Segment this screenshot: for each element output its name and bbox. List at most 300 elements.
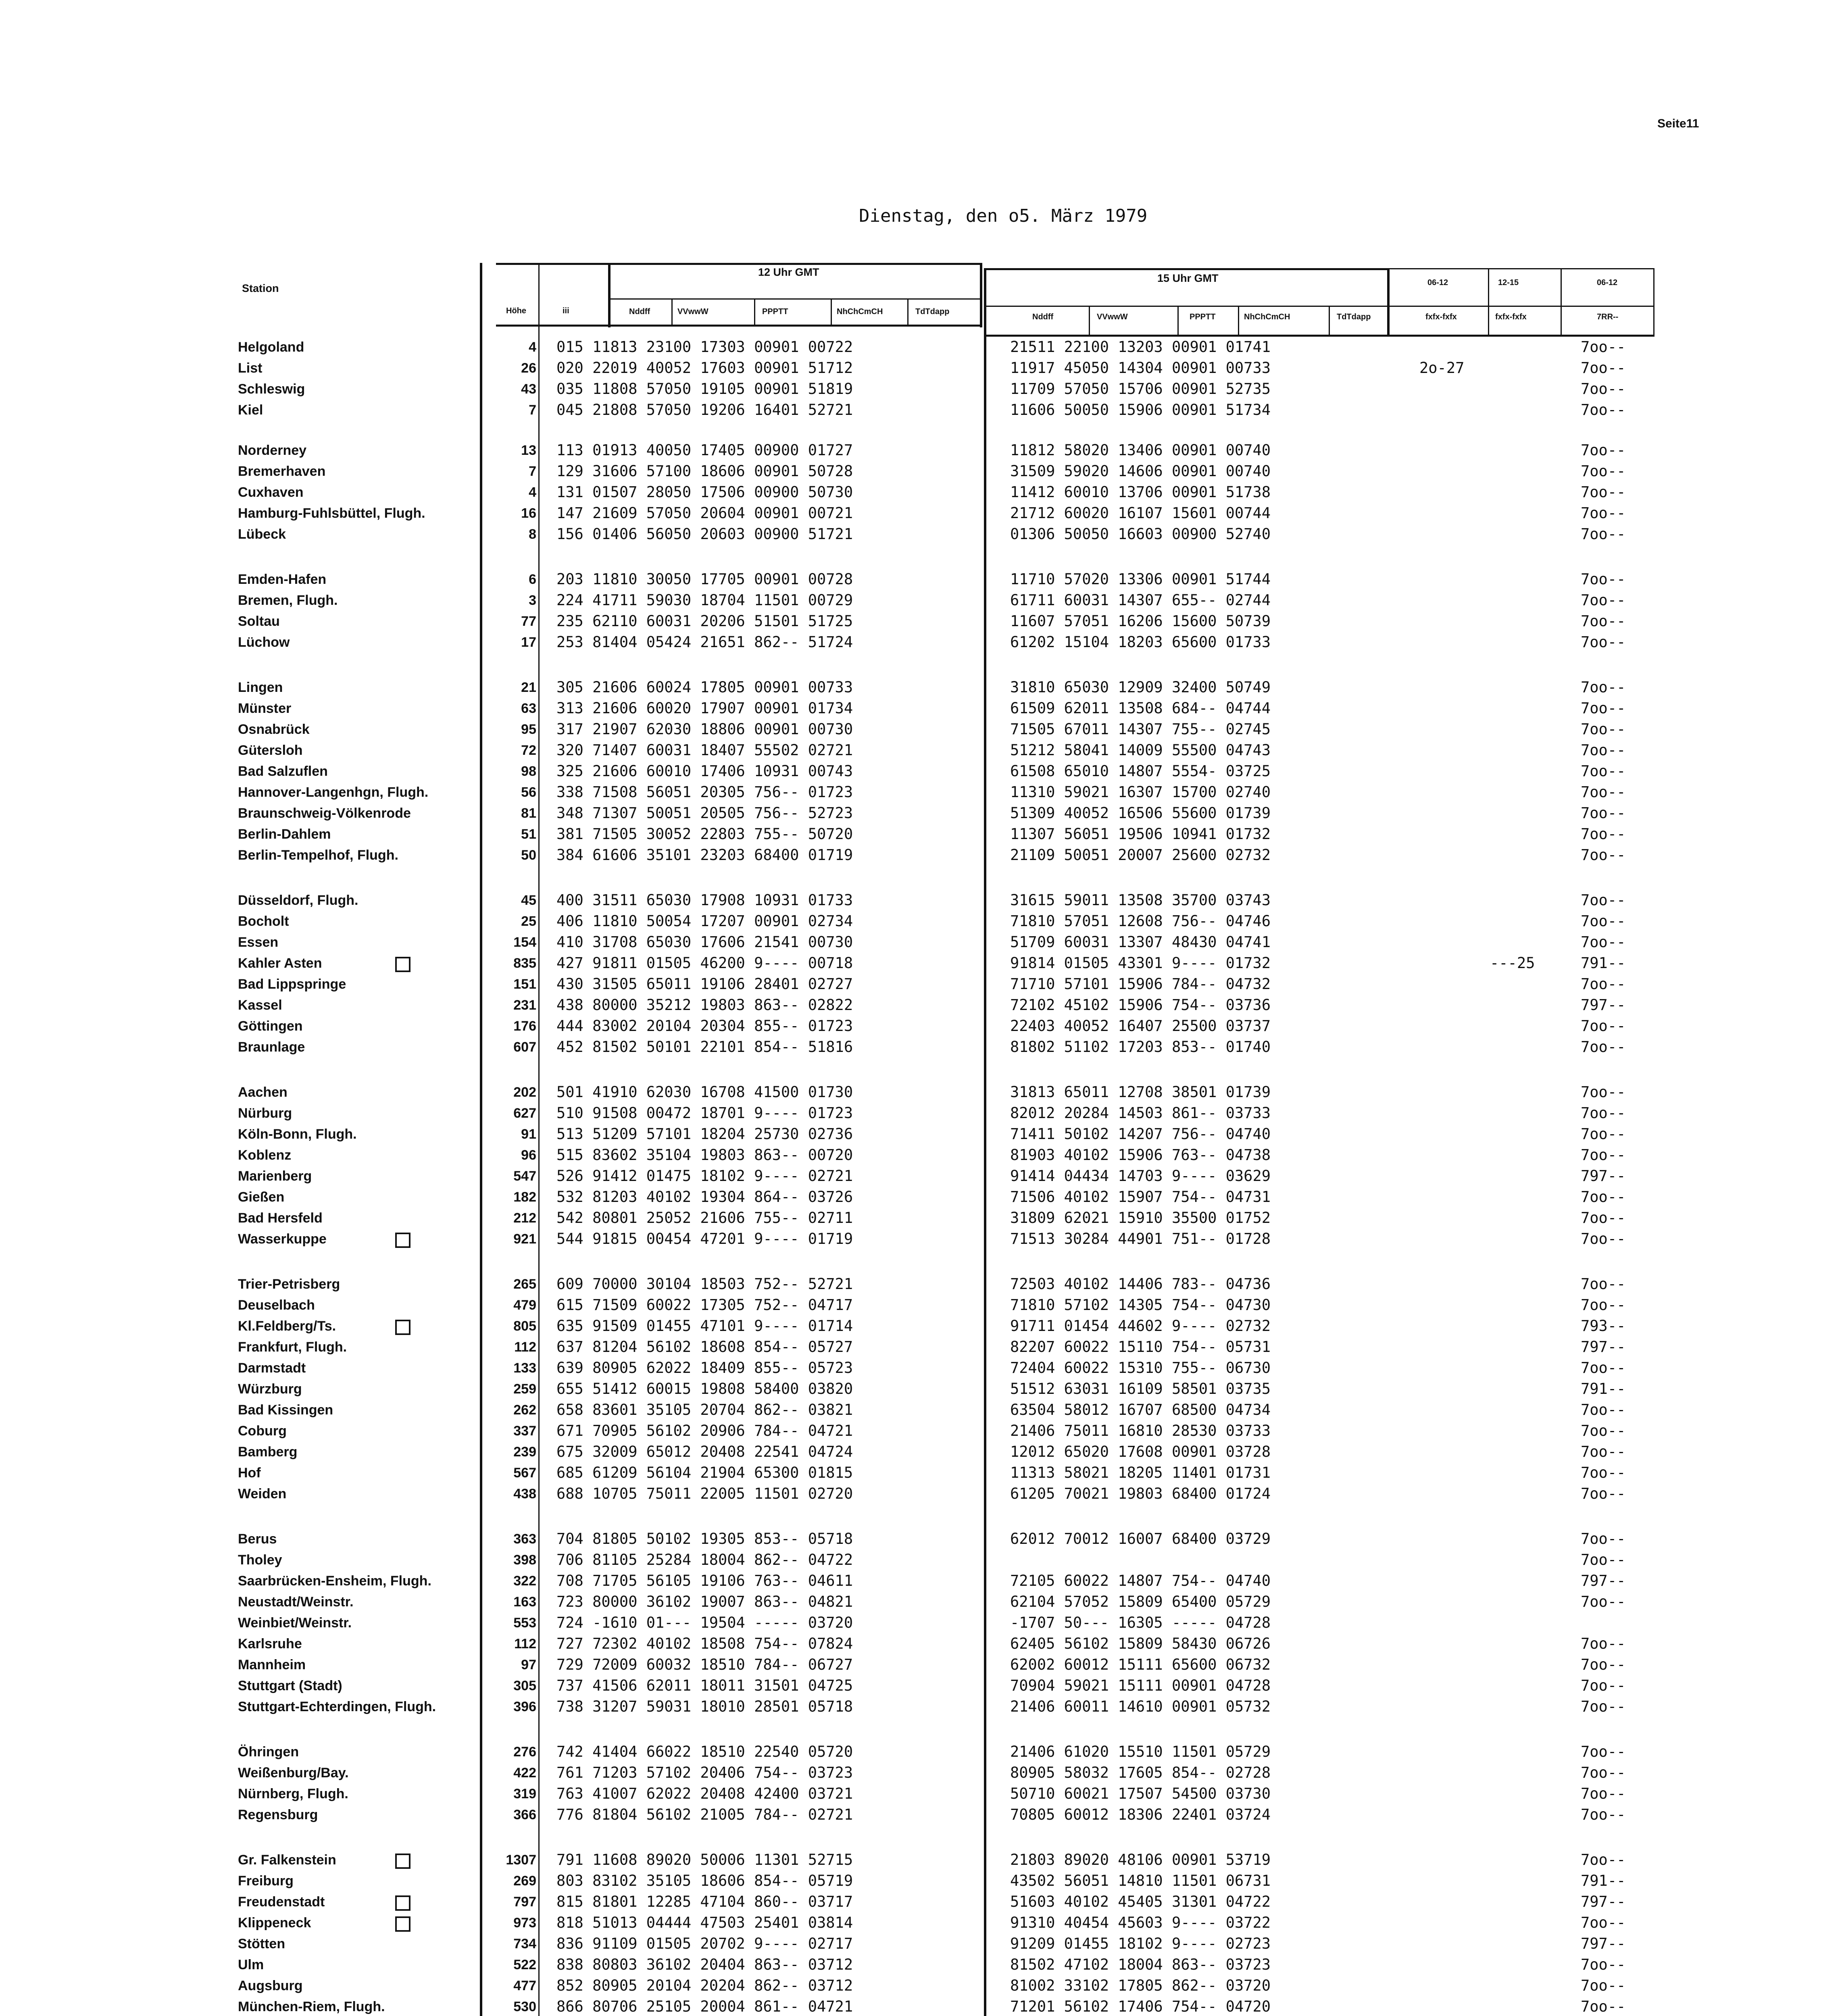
obs-15utc: 21406 60011 14610 00901 05732 — [1010, 1698, 1271, 1715]
station-height: 21 — [521, 680, 536, 695]
station-name: Schleswig — [238, 381, 305, 397]
rule-mid-12 — [609, 298, 980, 300]
precip-06-12: 7oo-- — [1581, 933, 1626, 951]
station-name: Braunlage — [238, 1039, 305, 1055]
obs-15utc: 51212 58041 14009 55500 04743 — [1010, 741, 1271, 759]
station-name: Braunschweig-Völkenrode — [238, 806, 411, 821]
station-name: Augsburg — [238, 1978, 303, 1993]
sub12-3: PPPTT — [762, 307, 788, 316]
station-name: Wasserkuppe — [238, 1229, 492, 1250]
obs-15utc: 51512 63031 16109 58501 03735 — [1010, 1380, 1271, 1397]
obs-15utc: 63504 58012 16707 68500 04734 — [1010, 1401, 1271, 1418]
station-height: 262 — [513, 1402, 536, 1418]
obs-12utc: 818 51013 04444 47503 25401 03814 — [556, 1914, 853, 1931]
c2-header: 12-15 — [1498, 278, 1519, 287]
obs-15utc: 72105 60022 14807 754-- 04740 — [1010, 1572, 1271, 1589]
station-name: Öhringen — [238, 1744, 299, 1760]
station-height: 3 — [529, 593, 536, 608]
precip-06-12: 7oo-- — [1581, 1296, 1626, 1314]
precip-06-12: 7oo-- — [1581, 783, 1626, 801]
rule-top-12 — [496, 263, 980, 265]
c3-subheader: 7RR-- — [1597, 312, 1619, 321]
precip-06-12: 7oo-- — [1581, 1422, 1626, 1439]
obs-15utc: 71506 40102 15907 754-- 04731 — [1010, 1188, 1271, 1206]
rule-v-hoehe — [538, 263, 540, 2016]
station-height: 363 — [513, 1531, 536, 1547]
station-name: Karlsruhe — [238, 1636, 302, 1652]
obs-15utc: 50710 60021 17507 54500 03730 — [1010, 1785, 1271, 1802]
precip-06-12: 7oo-- — [1581, 1914, 1626, 1931]
obs-15utc: 21406 75011 16810 28530 03733 — [1010, 1422, 1271, 1439]
station-height: 438 — [513, 1486, 536, 1502]
obs-12utc: 015 11813 23100 17303 00901 00722 — [556, 338, 853, 356]
obs-15utc: 11917 45050 14304 00901 00733 — [1010, 359, 1271, 377]
precip-06-12: 7oo-- — [1581, 1017, 1626, 1035]
station-height: 477 — [513, 1978, 536, 1993]
obs-12utc: 815 81801 12285 47104 860-- 03717 — [556, 1893, 853, 1910]
obs-12utc: 253 81404 05424 21651 862-- 51724 — [556, 633, 853, 651]
station-height: 25 — [521, 914, 536, 929]
precip-06-12: 7oo-- — [1581, 1764, 1626, 1781]
precip-06-12: 7oo-- — [1581, 1464, 1626, 1481]
obs-15utc: 71201 56102 17406 754-- 04720 — [1010, 1998, 1271, 2015]
obs-12utc: 776 81804 56102 21005 784-- 02721 — [556, 1806, 853, 1823]
obs-15utc: 11709 57050 15706 00901 52735 — [1010, 380, 1271, 398]
rule-v-15c — [1238, 306, 1239, 336]
station-name: Nürnberg, Flugh. — [238, 1786, 348, 1801]
precip-06-12: 7oo-- — [1581, 442, 1626, 459]
obs-12utc: 129 31606 57100 18606 00901 50728 — [556, 462, 853, 480]
station-height: 212 — [513, 1210, 536, 1226]
obs-15utc: 62012 70012 16007 68400 03729 — [1010, 1530, 1271, 1547]
obs-12utc: 542 80801 25052 21606 755-- 02711 — [556, 1209, 853, 1227]
open-square-icon — [395, 1916, 410, 1932]
precip-06-12: 797-- — [1581, 1572, 1626, 1589]
obs-15utc: 51603 40102 45405 31301 04722 — [1010, 1893, 1271, 1910]
obs-12utc: 761 71203 57102 20406 754-- 03723 — [556, 1764, 853, 1781]
sub15-5: TdTdapp — [1337, 312, 1371, 321]
station-name: Berlin-Dahlem — [238, 827, 331, 842]
obs-12utc: 348 71307 50051 20505 756-- 52723 — [556, 804, 853, 822]
obs-15utc: 21406 61020 15510 11501 05729 — [1010, 1743, 1271, 1760]
obs-12utc: 675 32009 65012 20408 22541 04724 — [556, 1443, 853, 1460]
station-name: Hof — [238, 1465, 261, 1481]
station-name: Koblenz — [238, 1148, 292, 1163]
rule-v-12d — [907, 298, 908, 327]
precip-06-12: 7oo-- — [1581, 721, 1626, 738]
station-name: Ulm — [238, 1957, 264, 1972]
obs-12utc: 156 01406 56050 20603 00900 51721 — [556, 525, 853, 543]
station-name: Hamburg-Fuhlsbüttel, Flugh. — [238, 506, 425, 521]
precip-06-12: 797-- — [1581, 1893, 1626, 1910]
precip-06-12: 7oo-- — [1581, 1146, 1626, 1164]
precip-06-12: 7oo-- — [1581, 1806, 1626, 1823]
station-name: Norderney — [238, 443, 307, 458]
station-height: 96 — [521, 1148, 536, 1163]
c3-header: 06-12 — [1597, 278, 1618, 287]
station-height: 4 — [529, 485, 536, 500]
precip-06-12: 7oo-- — [1581, 1188, 1626, 1206]
station-name: Würzburg — [238, 1381, 302, 1397]
precip-06-12: 7oo-- — [1581, 804, 1626, 822]
obs-15utc: 70805 60012 18306 22401 03724 — [1010, 1806, 1271, 1823]
obs-15utc: 11307 56051 19506 10941 01732 — [1010, 825, 1271, 843]
obs-15utc: 81903 40102 15906 763-- 04738 — [1010, 1146, 1271, 1164]
obs-15utc: 31509 59020 14606 00901 00740 — [1010, 462, 1271, 480]
station-name: Bad Lippspringe — [238, 977, 346, 992]
station-name: Kahler Asten — [238, 953, 492, 974]
station-name: Osnabrück — [238, 722, 310, 737]
station-height: 176 — [513, 1018, 536, 1034]
open-square-icon — [395, 957, 410, 972]
station-height: 154 — [513, 935, 536, 950]
station-height: 276 — [513, 1744, 536, 1760]
station-height: 95 — [521, 722, 536, 737]
obs-12utc: 513 51209 57101 18204 25730 02736 — [556, 1125, 853, 1143]
c1-subheader: fxfx-fxfx — [1425, 312, 1457, 321]
iii-header: iii — [563, 306, 569, 315]
station-name: Düsseldorf, Flugh. — [238, 893, 358, 908]
obs-15utc: 72404 60022 15310 755-- 06730 — [1010, 1359, 1271, 1377]
precip-06-12: 7oo-- — [1581, 633, 1626, 651]
station-height: 530 — [513, 1999, 536, 2014]
station-name: Gießen — [238, 1189, 285, 1205]
obs-12utc: 224 41711 59030 18704 11501 00729 — [556, 591, 853, 609]
obs-15utc: 11412 60010 13706 00901 51738 — [1010, 483, 1271, 501]
precip-06-12: 797-- — [1581, 1167, 1626, 1185]
obs-15utc: 11606 50050 15906 00901 51734 — [1010, 401, 1271, 419]
station-height: 8 — [529, 527, 536, 542]
station-height: 63 — [521, 701, 536, 716]
station-height: 51 — [521, 827, 536, 842]
obs-15utc: 62002 60012 15111 65600 06732 — [1010, 1656, 1271, 1673]
station-height: 182 — [513, 1189, 536, 1205]
precip-06-12: 7oo-- — [1581, 1209, 1626, 1227]
station-height: 112 — [514, 1339, 536, 1355]
station-height: 163 — [513, 1594, 536, 1610]
precip-06-12: 7oo-- — [1581, 1698, 1626, 1715]
precip-06-12: 7oo-- — [1581, 1083, 1626, 1101]
obs-12utc: 438 80000 35212 19803 863-- 02822 — [556, 996, 853, 1014]
precip-06-12: 7oo-- — [1581, 679, 1626, 696]
obs-15utc: 12012 65020 17608 00901 03728 — [1010, 1443, 1271, 1460]
obs-12utc: 671 70905 56102 20906 784-- 04721 — [556, 1422, 853, 1439]
obs-15utc: 61205 70021 19803 68400 01724 — [1010, 1485, 1271, 1502]
precip-06-12: 7oo-- — [1581, 359, 1626, 377]
station-name: Klippeneck — [238, 1912, 492, 1933]
precip-06-12: 797-- — [1581, 1338, 1626, 1356]
station-height: 734 — [513, 1936, 536, 1951]
obs-15utc: 91414 04434 14703 9---- 03629 — [1010, 1167, 1271, 1185]
obs-15utc: 81802 51102 17203 853-- 01740 — [1010, 1038, 1271, 1056]
station-height: 319 — [513, 1786, 536, 1801]
obs-12utc: 544 91815 00454 47201 9---- 01719 — [556, 1230, 853, 1248]
obs-12utc: 615 71509 60022 17305 752-- 04717 — [556, 1296, 853, 1314]
rule-v-c1 — [1488, 268, 1489, 337]
obs-15utc: 82207 60022 15110 754-- 05731 — [1010, 1338, 1271, 1356]
obs-12utc: 708 71705 56105 19106 763-- 04611 — [556, 1572, 853, 1589]
obs-12utc: 427 91811 01505 46200 9---- 00718 — [556, 954, 853, 972]
sub15-2: VVwwW — [1097, 312, 1128, 321]
obs-15utc: -1707 50--- 16305 ----- 04728 — [1010, 1614, 1271, 1631]
station-name: Nürburg — [238, 1106, 292, 1121]
obs-12utc: 320 71407 60031 18407 55502 02721 — [556, 741, 853, 759]
station-height: 805 — [513, 1318, 536, 1334]
station-name: Freiburg — [238, 1873, 294, 1889]
obs-15utc: 71513 30284 44901 751-- 01728 — [1010, 1230, 1271, 1248]
station-height: 72 — [521, 743, 536, 758]
station-height: 77 — [521, 614, 536, 629]
obs-15utc: 91209 01455 18102 9---- 02723 — [1010, 1935, 1271, 1952]
obs-15utc: 62104 57052 15809 65400 05729 — [1010, 1593, 1271, 1610]
obs-12utc: 658 83601 35105 20704 862-- 03821 — [556, 1401, 853, 1418]
obs-15utc: 82012 20284 14503 861-- 03733 — [1010, 1104, 1271, 1122]
obs-12utc: 313 21606 60020 17907 00901 01734 — [556, 700, 853, 717]
obs-12utc: 526 91412 01475 18102 9---- 02721 — [556, 1167, 853, 1185]
open-square-icon — [395, 1320, 410, 1335]
obs-15utc: 71710 57101 15906 784-- 04732 — [1010, 975, 1271, 993]
station-height: 305 — [513, 1678, 536, 1693]
obs-12utc: 532 81203 40102 19304 864-- 03726 — [556, 1188, 853, 1206]
obs-12utc: 803 83102 35105 18606 854-- 05719 — [556, 1872, 853, 1889]
station-height: 202 — [513, 1085, 536, 1100]
obs-12utc: 147 21609 57050 20604 00901 00721 — [556, 504, 853, 522]
station-name: München-Riem, Flugh. — [238, 1999, 385, 2014]
obs-12utc: 635 91509 01455 47101 9---- 01714 — [556, 1317, 853, 1335]
station-height: 133 — [513, 1360, 536, 1376]
precip-06-12: 7oo-- — [1581, 1230, 1626, 1248]
precip-06-12: 7oo-- — [1581, 1530, 1626, 1547]
precip-06-12: 7oo-- — [1581, 338, 1626, 356]
station-height: 627 — [513, 1106, 536, 1121]
station-height: 921 — [513, 1231, 536, 1247]
sub12-2: VVwwW — [677, 307, 708, 316]
station-height: 479 — [513, 1297, 536, 1313]
station-name: Darmstadt — [238, 1360, 306, 1376]
station-name: Bremen, Flugh. — [238, 593, 338, 608]
station-name: Soltau — [238, 614, 280, 629]
rule-top-cols — [1387, 268, 1653, 269]
obs-15utc: 21109 50051 20007 25600 02732 — [1010, 846, 1271, 864]
station-name: List — [238, 360, 263, 376]
page-number: Seite11 — [1657, 117, 1699, 130]
rule-v-c2 — [1561, 268, 1562, 337]
obs-15utc: 61202 15104 18203 65600 01733 — [1010, 633, 1271, 651]
station-name: Bocholt — [238, 914, 289, 929]
station-height: 265 — [513, 1277, 536, 1292]
obs-12utc: 410 31708 65030 17606 21541 00730 — [556, 933, 853, 951]
precip-06-12: 7oo-- — [1581, 591, 1626, 609]
station-height: 366 — [513, 1807, 536, 1822]
precip-06-12: 791-- — [1581, 954, 1626, 972]
station-height: 81 — [521, 806, 536, 821]
station-name: Marienberg — [238, 1168, 312, 1184]
c2-subheader: fxfx-fxfx — [1495, 312, 1527, 321]
obs-12utc: 406 11810 50054 17207 00901 02734 — [556, 912, 853, 930]
station-height: 567 — [513, 1465, 536, 1481]
rule-v-c3 — [1653, 268, 1654, 337]
station-height: 4 — [529, 339, 536, 355]
station-height: 151 — [513, 977, 536, 992]
station-height: 56 — [521, 785, 536, 800]
obs-12utc: 836 91109 01505 20702 9---- 02717 — [556, 1935, 853, 1952]
station-name: Weißenburg/Bay. — [238, 1765, 349, 1781]
precip-06-12: 7oo-- — [1581, 1851, 1626, 1868]
obs-12utc: 325 21606 60010 17406 10931 00743 — [556, 762, 853, 780]
station-name: Kassel — [238, 998, 282, 1013]
station-name: Münster — [238, 701, 292, 716]
obs-12utc: 045 21808 57050 19206 16401 52721 — [556, 401, 853, 419]
station-height: 50 — [521, 848, 536, 863]
station-height: 7 — [529, 464, 536, 479]
precip-06-12: 797-- — [1581, 1935, 1626, 1952]
precip-06-12: 7oo-- — [1581, 1977, 1626, 1994]
obs-15utc: 11710 57020 13306 00901 51744 — [1010, 571, 1271, 588]
station-height: 547 — [513, 1168, 536, 1184]
obs-12utc: 609 70000 30104 18503 752-- 52721 — [556, 1275, 853, 1293]
obs-15utc: 71810 57102 14305 754-- 04730 — [1010, 1296, 1271, 1314]
precip-06-12: 7oo-- — [1581, 1401, 1626, 1418]
station-name: Tholey — [238, 1552, 282, 1568]
obs-15utc: 81002 33102 17805 862-- 03720 — [1010, 1977, 1271, 1994]
rule-v-12b — [754, 298, 755, 327]
precip-06-12: 797-- — [1581, 996, 1626, 1014]
gmt12-header: 12 Uhr GMT — [758, 266, 819, 278]
station-name: Bad Salzuflen — [238, 764, 328, 779]
station-name: Hannover-Langenhgn, Flugh. — [238, 785, 429, 800]
obs-12utc: 706 81105 25284 18004 862-- 04722 — [556, 1551, 853, 1568]
obs-12utc: 737 41506 62011 18011 31501 04725 — [556, 1677, 853, 1694]
obs-12utc: 501 41910 62030 16708 41500 01730 — [556, 1083, 853, 1101]
precip-06-12: 7oo-- — [1581, 1125, 1626, 1143]
station-height: 6 — [529, 572, 536, 587]
sub12-1: Nddff — [629, 307, 650, 316]
precip-06-12: 793-- — [1581, 1317, 1626, 1335]
obs-12utc: 838 80803 36102 20404 863-- 03712 — [556, 1956, 853, 1973]
precip-06-12: 7oo-- — [1581, 380, 1626, 398]
station-name: Aachen — [238, 1085, 288, 1100]
station-height: 7 — [529, 402, 536, 418]
obs-12utc: 305 21606 60024 17805 00901 00733 — [556, 679, 853, 696]
rule-v-iii — [608, 263, 611, 327]
precip-06-12: 7oo-- — [1581, 700, 1626, 717]
station-name: Stuttgart-Echterdingen, Flugh. — [238, 1699, 436, 1714]
obs-15utc: 61711 60031 14307 655-- 02744 — [1010, 591, 1271, 609]
obs-12utc: 791 11608 89020 50006 11301 52715 — [556, 1851, 853, 1868]
obs-15utc: 91814 01505 43301 9---- 01732 — [1010, 954, 1271, 972]
obs-12utc: 444 83002 20104 20304 855-- 01723 — [556, 1017, 853, 1035]
precip-06-12: 7oo-- — [1581, 846, 1626, 864]
obs-12utc: 763 41007 62022 20408 42400 03721 — [556, 1785, 853, 1802]
open-square-icon — [395, 1895, 410, 1911]
station-name: Saarbrücken-Ensheim, Flugh. — [238, 1573, 431, 1589]
sub12-4: NhChCmCH — [837, 307, 883, 316]
obs-15utc: 31810 65030 12909 32400 50749 — [1010, 679, 1271, 696]
rule-v-15a — [1089, 306, 1090, 336]
station-header: Station — [242, 282, 279, 294]
obs-15utc: 72503 40102 14406 783-- 04736 — [1010, 1275, 1271, 1293]
obs-12utc: 852 80905 20104 20204 862-- 03712 — [556, 1977, 853, 1994]
precip-06-12: 7oo-- — [1581, 825, 1626, 843]
sub15-4: NhChCmCH — [1244, 312, 1290, 321]
station-name: Gütersloh — [238, 743, 303, 758]
obs-12utc: 742 41404 66022 18510 22540 05720 — [556, 1743, 853, 1760]
rule-mid-cols — [1387, 306, 1653, 307]
precip-06-12: 7oo-- — [1581, 1104, 1626, 1122]
obs-12utc: 866 80706 25105 20004 861-- 04721 — [556, 1998, 853, 2015]
obs-12utc: 317 21907 62030 18806 00901 00730 — [556, 721, 853, 738]
station-name: Berus — [238, 1531, 277, 1547]
precip-06-12: 7oo-- — [1581, 1443, 1626, 1460]
precip-06-12: 7oo-- — [1581, 571, 1626, 588]
obs-12utc: 430 31505 65011 19106 28401 02727 — [556, 975, 853, 993]
obs-12utc: 637 81204 56102 18608 854-- 05727 — [556, 1338, 853, 1356]
station-name: Lübeck — [238, 527, 286, 542]
station-name: Cuxhaven — [238, 485, 304, 500]
rule-mid-15 — [984, 306, 1387, 307]
station-height: 398 — [513, 1552, 536, 1568]
station-height: 1307 — [506, 1852, 536, 1868]
station-height: 98 — [521, 764, 536, 779]
obs-15utc: 61508 65010 14807 5554- 03725 — [1010, 762, 1271, 780]
station-height: 607 — [513, 1039, 536, 1055]
precip-06-12: 7oo-- — [1581, 1677, 1626, 1694]
rule-v-12a — [671, 298, 673, 327]
station-height: 835 — [513, 956, 536, 971]
obs-12utc: 131 01507 28050 17506 00900 50730 — [556, 483, 853, 501]
station-height: 17 — [521, 635, 536, 650]
obs-15utc: 51709 60031 13307 48430 04741 — [1010, 933, 1271, 951]
precip-06-12: 7oo-- — [1581, 1551, 1626, 1568]
station-name: Bad Hersfeld — [238, 1210, 323, 1226]
obs-12utc: 235 62110 60031 20206 51501 51725 — [556, 612, 853, 630]
obs-12utc: 400 31511 65030 17908 10931 01733 — [556, 891, 853, 909]
obs-12utc: 688 10705 75011 22005 11501 02720 — [556, 1485, 853, 1502]
precip-06-12: 7oo-- — [1581, 462, 1626, 480]
obs-15utc: 01306 50050 16603 00900 52740 — [1010, 525, 1271, 543]
station-name: Bremerhaven — [238, 464, 326, 479]
precip-06-12: 7oo-- — [1581, 1038, 1626, 1056]
obs-15utc: 21511 22100 13203 00901 01741 — [1010, 338, 1271, 356]
station-height: 422 — [513, 1765, 536, 1781]
c1-header: 06-12 — [1427, 278, 1448, 287]
rule-v-15end — [1387, 268, 1390, 337]
obs-15utc: 62405 56102 15809 58430 06726 — [1010, 1635, 1271, 1652]
precip-06-12: 7oo-- — [1581, 401, 1626, 419]
obs-12utc: 724 -1610 01--- 19504 ----- 03720 — [556, 1614, 853, 1631]
obs-15utc: 11310 59021 16307 15700 02740 — [1010, 783, 1271, 801]
obs-12utc: 515 83602 35104 19803 863-- 00720 — [556, 1146, 853, 1164]
station-height: 522 — [513, 1957, 536, 1972]
obs-15utc: 80905 58032 17605 854-- 02728 — [1010, 1764, 1271, 1781]
precip-06-12: 7oo-- — [1581, 612, 1626, 630]
precip-06-12: 7oo-- — [1581, 525, 1626, 543]
obs-15utc: 11812 58020 13406 00901 00740 — [1010, 442, 1271, 459]
obs-12utc: 639 80905 62022 18409 855-- 05723 — [556, 1359, 853, 1377]
precip-06-12: 7oo-- — [1581, 1956, 1626, 1973]
station-name: Helgoland — [238, 339, 304, 355]
station-height: 16 — [521, 506, 536, 521]
station-name: Frankfurt, Flugh. — [238, 1339, 347, 1355]
station-name: Neustadt/Weinstr. — [238, 1594, 354, 1610]
obs-15utc: 21803 89020 48106 00901 53719 — [1010, 1851, 1271, 1868]
station-height: 112 — [514, 1636, 536, 1652]
obs-15utc: 22403 40052 16407 25500 03737 — [1010, 1017, 1271, 1035]
obs-15utc: 61509 62011 13508 684-- 04744 — [1010, 700, 1271, 717]
precip-06-12: 7oo-- — [1581, 1998, 1626, 2015]
obs-15utc: 70904 59021 15111 00901 04728 — [1010, 1677, 1271, 1694]
sub15-3: PPPTT — [1190, 312, 1216, 321]
